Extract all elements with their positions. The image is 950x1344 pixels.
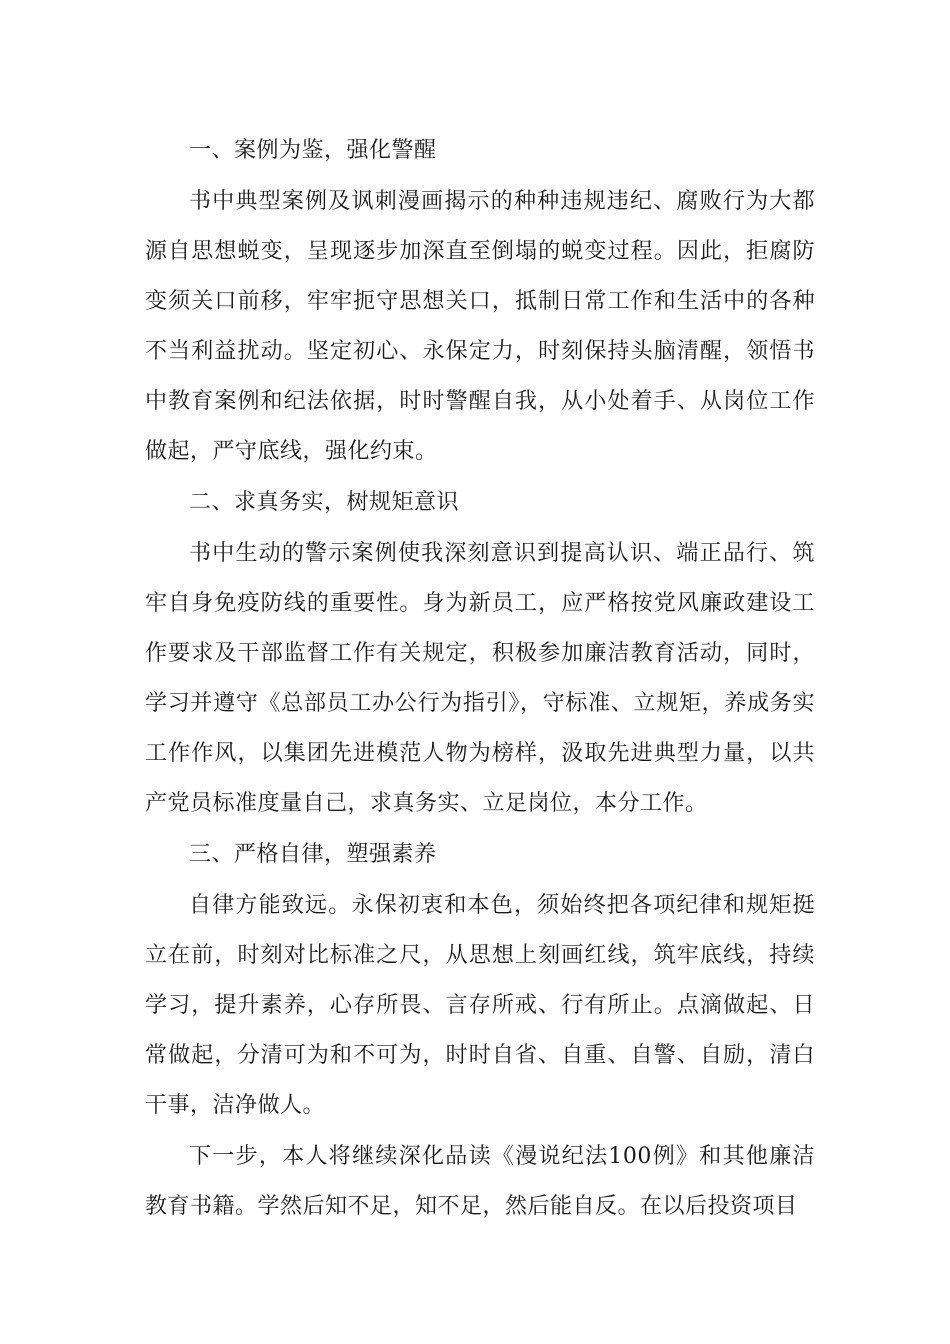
section-heading-1: 一、案例为鉴，强化警醒	[189, 138, 437, 163]
closing-paragraph: 下一步，本人将继续深化品读《漫说纪法100例》和其他廉洁教育书籍。学然后知不足，知不足，然后能自反。在以后投资项目	[145, 1144, 815, 1219]
section-paragraph-2: 书中生动的警示案例使我深刻意识到提高认识、端正品行、筑牢自身免疫防线的重要性。身为新员工，应严格按党风廉政建设工作要求及干部监督工作有关规定，积极参加廉洁教育活动，同时，学习并遵守《总部员工办公行为指引》，守标准、立规矩，养成务实工作作风，以集团先进模范人物为榜样，汲取先进典型力量，以共产党员标准度量自己，求真务实、立足岗位，本分工作。	[145, 541, 815, 816]
section-paragraph-1: 书中典型案例及讽刺漫画揭示的种种违规违纪、腐败行为大都源自思想蜕变，呈现逐步加深直至倒塌的蜕变过程。因此，拒腐防变须关口前移，牢牢扼守思想关口，抵制日常工作和生活中的各种不当利益扰动。坚定初心、永保定力，时刻保持头脑清醒，领悟书中教育案例和纪法依据，时时警醒自我，从小处着手、从岗位工作做起，严守底线，强化约束。	[145, 189, 815, 464]
section-heading-2: 二、求真务实，树规矩意识	[189, 490, 460, 515]
section-paragraph-3: 自律方能致远。永保初衷和本色，须始终把各项纪律和规矩挺立在前，时刻对比标准之尺，从思想上刻画红线，筑牢底线，持续学习，提升素养，心存所畏、言存所戒、行有所止。点滴做起、日常做起，分清可为和不可为，时时自省、自重、自警、自励，清白干事，洁净做人。	[145, 893, 815, 1118]
section-heading-3: 三、严格自律，塑强素养	[189, 842, 437, 867]
document-body	[145, 126, 815, 1233]
